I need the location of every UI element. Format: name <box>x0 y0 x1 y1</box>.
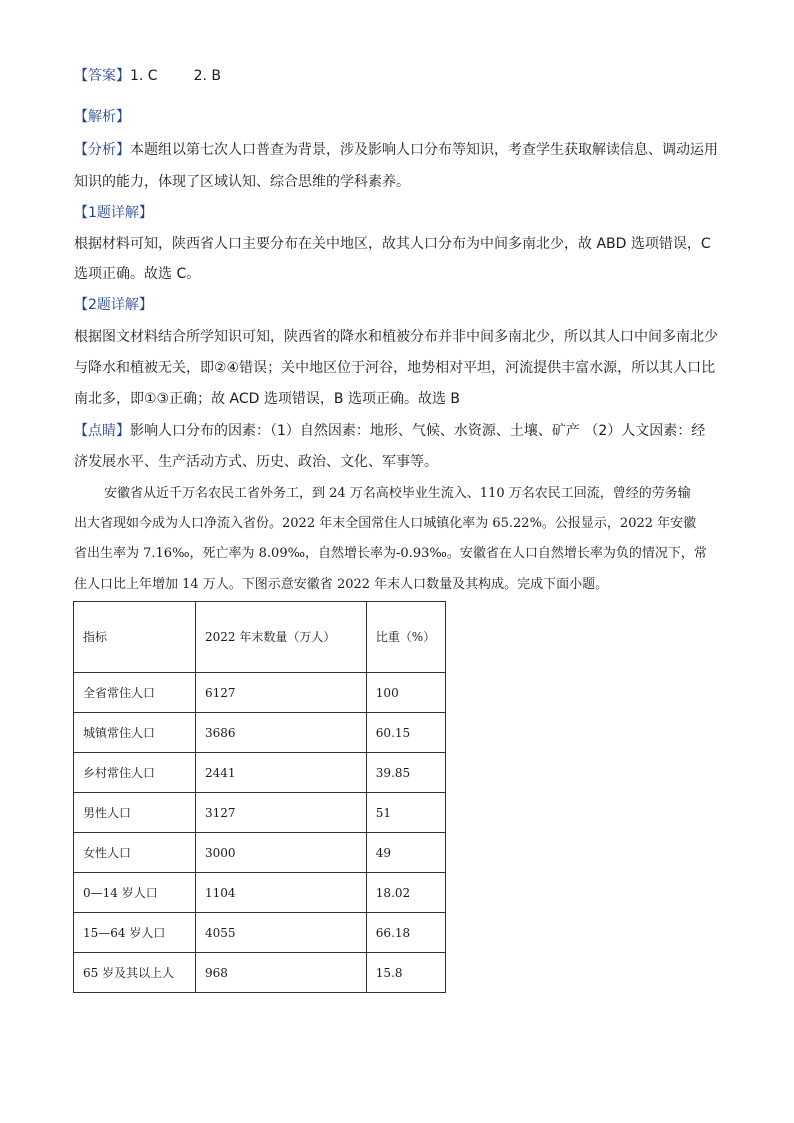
table-header-amount: 2022 年末数量（万人） <box>195 602 366 673</box>
table-row <box>74 953 446 993</box>
material-line-4: 住人口比上年增加 14 万人。下图示意安徽省 2022 年末人口数量及其构成。完成下面小题。 <box>74 577 609 592</box>
dianjing-line-2: 济发展水平、生产活动方式、历史、政治、文化、军事等。 <box>74 454 438 470</box>
answer-label: 【答案】 <box>74 68 130 84</box>
table-cell-indicator: 65 岁及其以上人 <box>74 953 196 993</box>
table-cell-amount: 4055 <box>195 913 366 953</box>
q2-line-3: 南北多，即①③正确；故 ACD 选项错误，B 选项正确。故选 B <box>74 391 460 407</box>
q2-line-2: 与降水和植被无关，即②④错误；关中地区位于河谷，地势相对平坦，河流提供丰富水源，所以其人口比 <box>74 360 716 376</box>
dianjing-line-1 <box>74 421 705 441</box>
table-cell-amount: 968 <box>195 953 366 993</box>
table-header-ratio: 比重（%） <box>366 602 445 673</box>
table-cell-ratio: 18.02 <box>366 873 445 913</box>
table-cell-amount: 1104 <box>195 873 366 913</box>
table-cell-ratio: 49 <box>366 833 445 873</box>
q1-line-1: 根据材料可知，陕西省人口主要分布在关中地区，故其人口分布为中间多南北少，故 ABD 选项错误，C <box>74 236 711 252</box>
fenxi-line-1 <box>74 140 718 160</box>
answer-line <box>74 66 221 86</box>
table-cell-ratio: 51 <box>366 793 445 833</box>
table-cell-indicator: 城镇常住人口 <box>74 713 196 753</box>
table-cell-indicator: 全省常住人口 <box>74 673 196 713</box>
fenxi-text-1: 本题组以第七次人口普查为背景，涉及影响人口分布等知识，考查学生获取解读信息、调动运用 <box>130 142 718 158</box>
table-cell-ratio: 100 <box>366 673 445 713</box>
answer-2: 2. B <box>193 68 222 84</box>
material-line-3: 省出生率为 7.16‰，死亡率为 8.09‰，自然增长率为-0.93‰。安徽省在人口自然增长率为负的情况下，常 <box>74 546 707 561</box>
table-row <box>74 753 446 793</box>
table-cell-amount: 6127 <box>195 673 366 713</box>
table-cell-amount: 2441 <box>195 753 366 793</box>
dianjing-label: 【点睛】 <box>74 423 130 439</box>
fenxi-line-2: 知识的能力，体现了区域认知、综合思维的学科素养。 <box>74 174 410 190</box>
table-cell-amount: 3000 <box>195 833 366 873</box>
material-line-1: 安徽省从近千万名农民工省外务工，到 24 万名高校毕业生流入、110 万名农民工回流，曾经的劳务输 <box>104 486 691 501</box>
table-cell-ratio: 39.85 <box>366 753 445 793</box>
analysis-heading: 【解析】 <box>74 109 130 125</box>
table-row <box>74 833 446 873</box>
material-line-2: 出大省现如今成为人口净流入省份。2022 年末全国常住人口城镇化率为 65.22%。公报显示，2022 年安徽 <box>74 516 697 531</box>
table-cell-amount: 3127 <box>195 793 366 833</box>
table-cell-amount: 3686 <box>195 713 366 753</box>
table-cell-indicator: 男性人口 <box>74 793 196 833</box>
table-cell-indicator: 15—64 岁人口 <box>74 913 196 953</box>
table-row <box>74 873 446 913</box>
table-row <box>74 673 446 713</box>
answer-1: 1. C <box>130 68 158 84</box>
table-cell-ratio: 15.8 <box>366 953 445 993</box>
table-header-indicator: 指标 <box>74 602 196 673</box>
q2-line-1: 根据图文材料结合所学知识可知，陕西省的降水和植被分布并非中间多南北少，所以其人口中间多南北少 <box>74 329 718 345</box>
dianjing-text-1: 影响人口分布的因素：（1）自然因素：地形、气候、水资源、土壤、矿产 （2）人文因素：经 <box>130 423 706 439</box>
q2-heading: 【2题详解】 <box>74 297 153 313</box>
table-cell-ratio: 66.18 <box>366 913 445 953</box>
table-cell-indicator: 0—14 岁人口 <box>74 873 196 913</box>
population-table <box>73 601 446 993</box>
table-cell-indicator: 乡村常住人口 <box>74 753 196 793</box>
table-cell-indicator: 女性人口 <box>74 833 196 873</box>
q1-line-2: 选项正确。故选 C。 <box>74 266 201 282</box>
table-row <box>74 793 446 833</box>
table-row <box>74 913 446 953</box>
table-row <box>74 713 446 753</box>
q1-heading: 【1题详解】 <box>74 205 153 221</box>
table-header-row <box>74 602 446 673</box>
table-cell-ratio: 60.15 <box>366 713 445 753</box>
fenxi-label: 【分析】 <box>74 142 130 158</box>
